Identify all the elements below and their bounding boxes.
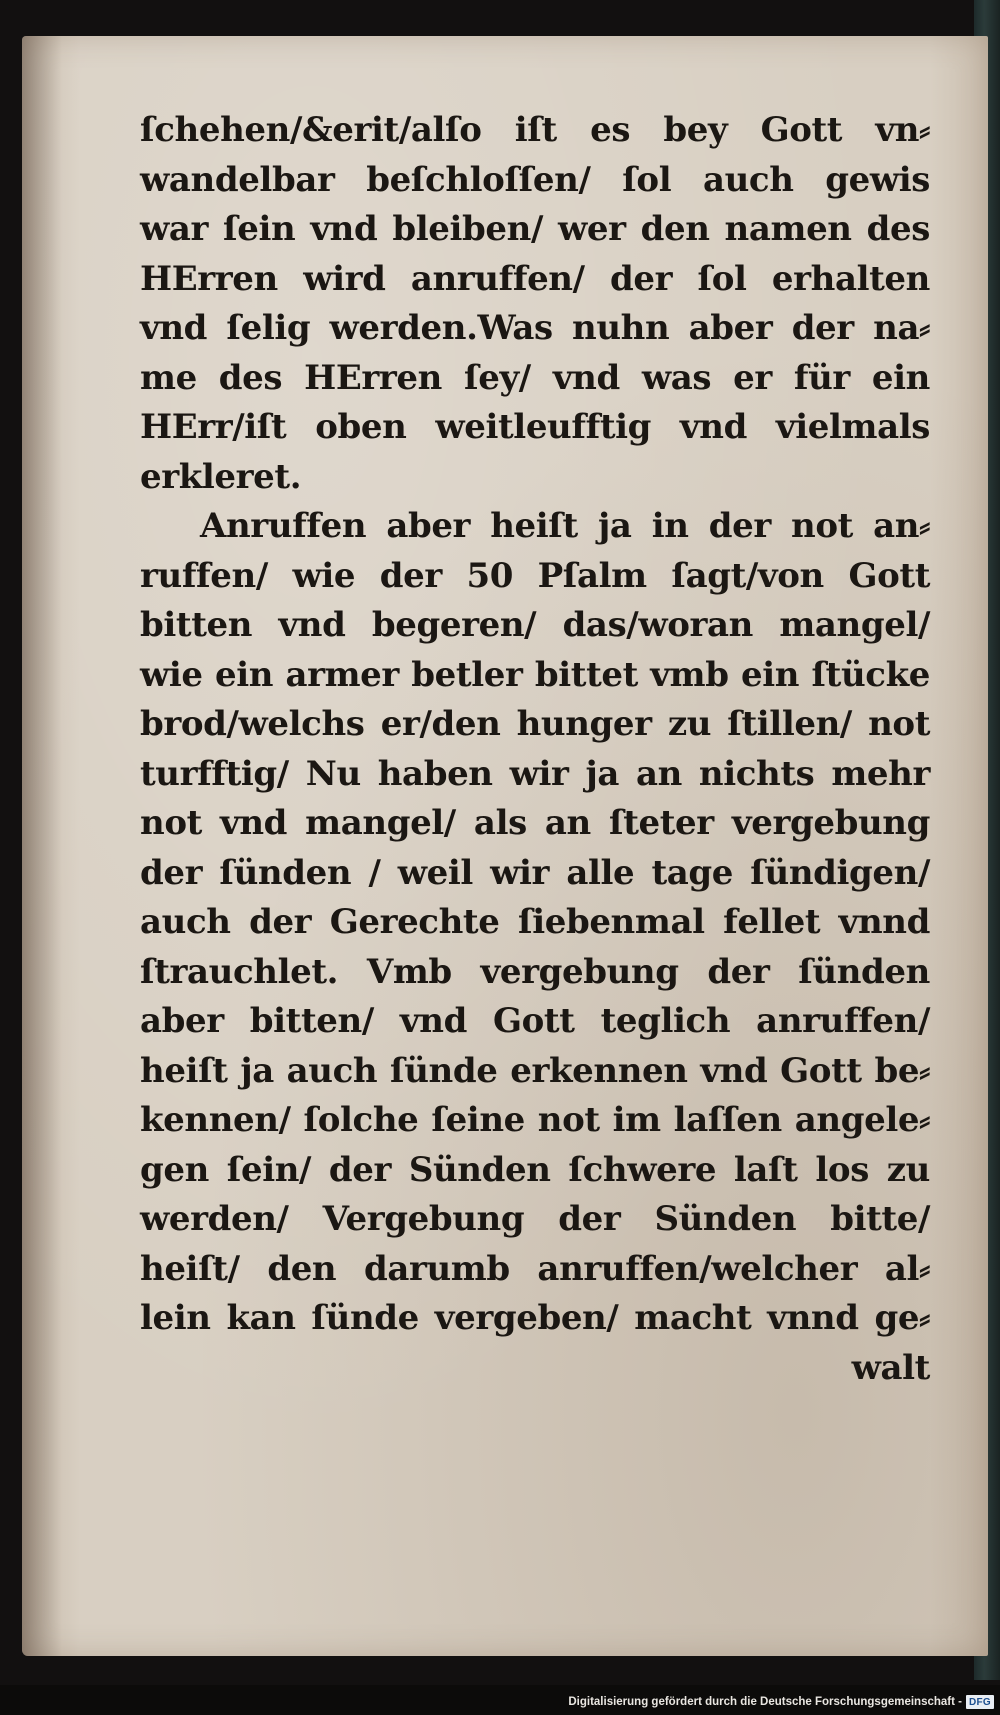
catchword: walt (851, 1347, 930, 1388)
text-line: heiſt/ den darumb anruffen/welcher al⸗ (140, 1248, 930, 1289)
book-page (22, 36, 988, 1656)
text-line: kennen/ ſolche ſeine not im laſſen angele⸗ (140, 1100, 930, 1140)
text-line: brod/welchs er/den hunger zu ſtillen/ not (140, 704, 930, 744)
digitization-credit (568, 1693, 994, 1711)
text-line: der ſünden / weil wir alle tage ſündigen/ (140, 852, 930, 893)
text-line: lein kan ſünde vergeben/ macht vnnd ge⸗ (140, 1298, 930, 1338)
text-line: heiſt ja auch ſünde erkennen vnd Gott be⸗ (140, 1050, 930, 1091)
text-line: auch der Gerechte ſiebenmal fellet vnnd (140, 902, 930, 942)
text-line: ruffen/ wie der 50 Pſalm ſagt/von Gott (140, 555, 930, 596)
paragraph-start-line: Anruffen aber heiſt ja in der not an⸗ (200, 506, 930, 546)
text-line: erkleret. (140, 456, 302, 497)
credit-text: Digitalisierung gefördert durch die Deutsche Forschungsgemeinschaft - (568, 1696, 962, 1708)
text-line: not vnd mangel/ als an ſteter vergebung (140, 803, 930, 843)
text-line: ſchehen/&erit/alſo iſt es bey Gott vn⸗ (140, 110, 930, 150)
text-line: ſtrauchlet. Vmb vergebung der ſünden (140, 951, 930, 992)
text-line: HErren wird anruffen/ der ſol erhalten (140, 258, 930, 299)
text-line: war ſein vnd bleiben/ wer den namen des (140, 209, 930, 249)
text-line: aber bitten/ vnd Gott teglich anruffen/ (140, 1001, 930, 1041)
text-line: vnd ſelig werden.Was nuhn aber der na⸗ (140, 308, 930, 348)
text-line: turfftig/ Nu haben wir ja an nichts mehr (140, 753, 930, 794)
page-text-block (140, 106, 930, 1393)
text-line: bitten vnd begeren/ das/woran mangel/ (140, 605, 930, 645)
spine-shadow (22, 36, 62, 1656)
dfg-logo-icon: DFG (966, 1695, 994, 1709)
text-line: HErr/iſt oben weitleufftig vnd vielmals (140, 407, 930, 447)
text-line: wie ein armer betler bittet vmb ein ſtücke (140, 654, 930, 695)
text-line: me des HErren ſey/ vnd was er für ein (140, 357, 930, 398)
text-line: gen ſein/ der Sünden ſchwere laſt los zu (140, 1149, 930, 1190)
text-line: wandelbar beſchloſſen/ ſol auch gewis (140, 159, 930, 200)
text-line: werden/ Vergebung der Sünden bitte/ (140, 1199, 930, 1239)
